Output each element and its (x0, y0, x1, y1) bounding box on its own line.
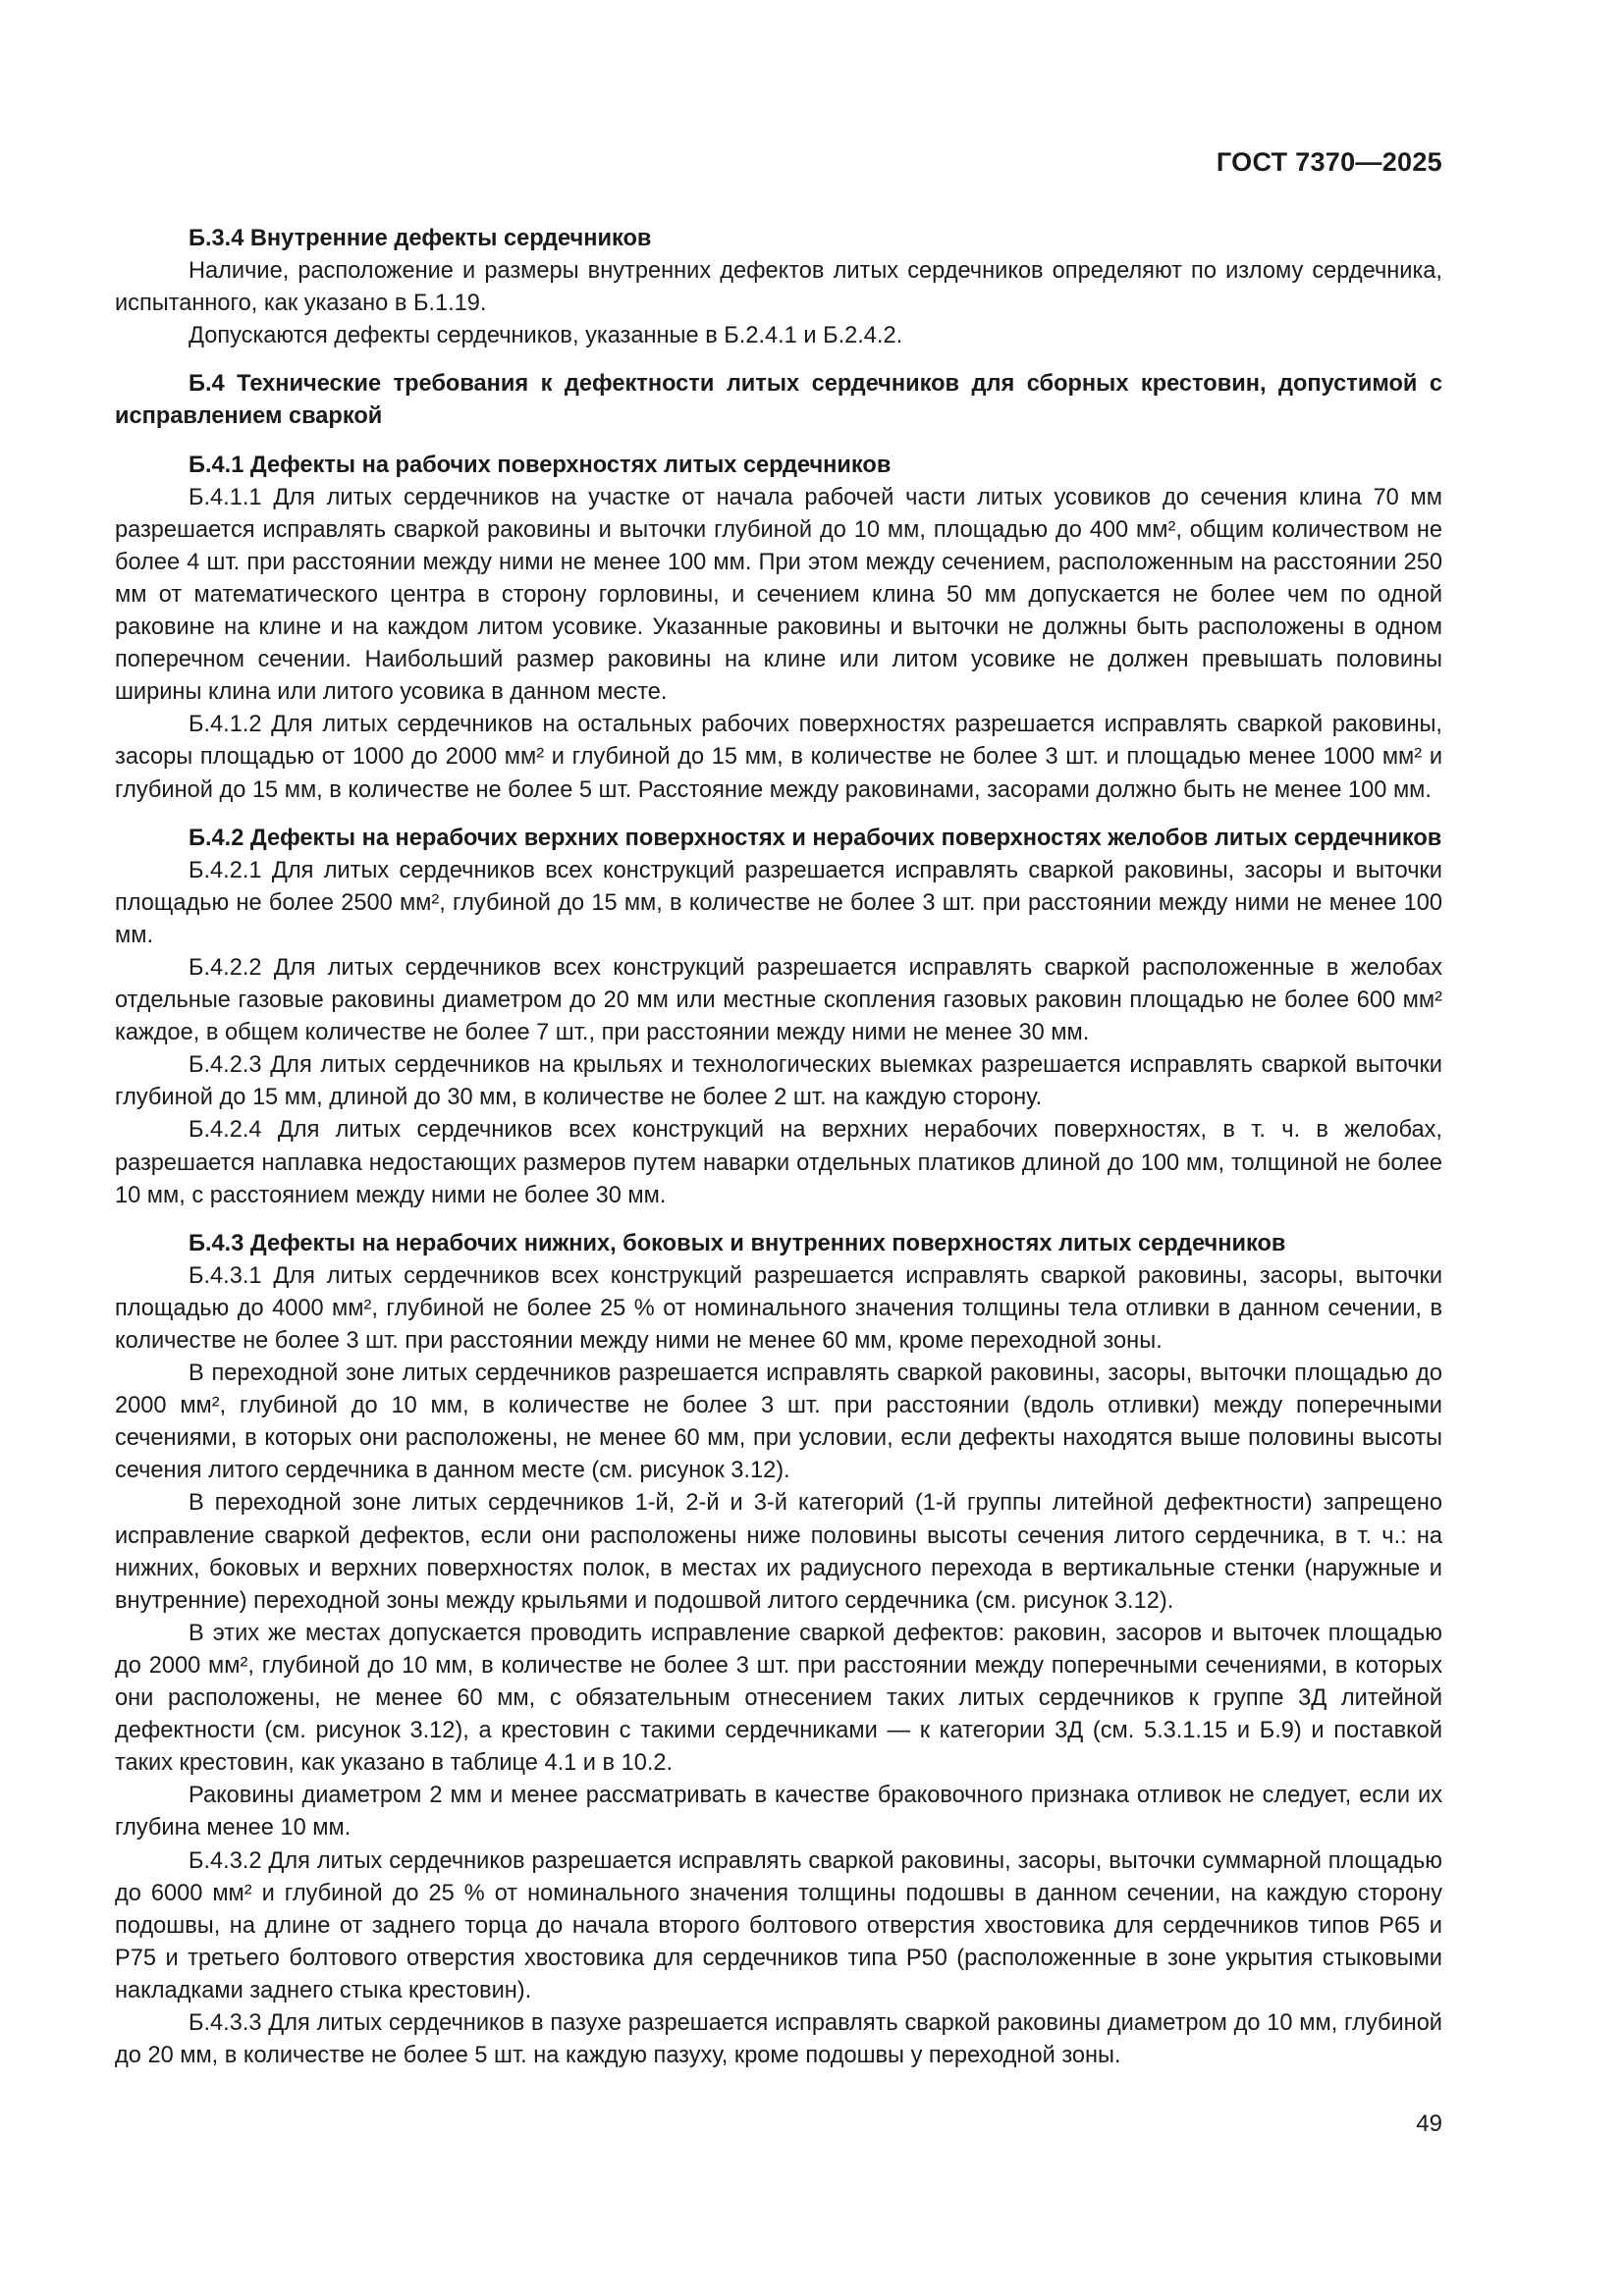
paragraph: Б.4.2.1 Для литых сердечников всех конструкций разрешается исправлять сваркой раковины, засоры и выточки площадью не более 2500 мм², глубиной до 15 мм, в количестве не более 3 шт. при расстоянии между ними не менее 100 мм. (115, 857, 1442, 948)
paragraph: Допускаются дефекты сердечников, указанные в Б.2.4.1 и Б.2.4.2. (189, 323, 903, 349)
paragraph: Б.4.1.1 Для литых сердечников на участке от начала рабочей части литых усовиков до сечения клина 70 мм разрешается исправлять сваркой раковины и выточки глубиной до 10 мм, площадью до 400 мм², общим количеством не более 4 шт. при расстоянии между ними не менее 100 мм. При этом между сечением, расположенным на расстоянии 250 мм от математического центра в сторону горловины, и сечением клина 50 мм допускается не более чем по одной раковине на клине и на каждом литом усовике. Указанные раковины и выточки не должны быть расположены в одном поперечном сечении. Наибольший размер раковины на клине или литом усовике не должен превышать половины ширины клина или литого усовика в данном месте. (115, 484, 1442, 706)
document-body (115, 223, 1442, 2072)
paragraph: Раковины диаметром 2 мм и менее рассматривать в качестве браковочного признака отливок не следует, если их глубина менее 10 мм. (115, 1783, 1442, 1842)
paragraph: Б.4.3.3 Для литых сердечников в пазухе разрешается исправлять сваркой раковины диаметром до 10 мм, глубиной до 20 мм, в количестве не более 5 шт. на каждую пазуху, кроме подошвы у переходной зоны. (115, 2009, 1442, 2069)
standard-code: ГОСТ 7370—2025 (1216, 147, 1442, 177)
paragraph: Наличие, расположение и размеры внутренних дефектов литых сердечников определяют по излому сердечника, испытанного, как указано в Б.1.19. (115, 258, 1442, 317)
section-heading-b4: Б.4 Технические требования к дефектности литых сердечников для сборных крестовин, допустимой с исправлением сваркой (115, 371, 1442, 430)
paragraph: Б.4.1.2 Для литых сердечников на остальных рабочих поверхностях разрешается исправлять сваркой раковины, засоры площадью от 1000 до 2000 мм² и глубиной до 15 мм, в количестве не более 3 шт. и площадью менее 1000 мм² и глубиной до 15 мм, в количестве не более 5 шт. Расстояние между раковинами, засорами должно быть не менее 100 мм. (115, 712, 1442, 803)
paragraph: Б.4.2.2 Для литых сердечников всех конструкций разрешается исправлять сваркой расположенные в желобах отдельные газовые раковины диаметром до 20 мм или местные скопления газовых раковин площадью не более 600 мм² каждое, в общем количестве не более 7 шт., при расстоянии между ними не менее 30 мм. (115, 954, 1442, 1046)
paragraph: Б.4.2.3 Для литых сердечников на крыльях и технологических выемках разрешается исправлять сваркой выточки глубиной до 15 мм, длиной до 30 мм, в количестве не более 2 шт. на каждую сторону. (115, 1052, 1442, 1111)
paragraph: В этих же местах допускается проводить исправление сваркой дефектов: раковин, засоров и выточек площадью до 2000 мм², глубиной до 10 мм, в количестве не более 3 шт. при расстоянии между поперечными сечениями, в которых они расположены, не менее 60 мм, с обязательным отнесением таких литых сердечников к группе 3Д литейной дефектности (см. рисунок 3.12), а крестовин с такими сердечниками — к категории 3Д (см. 5.3.1.15 и Б.9) и поставкой таких крестовин, как указано в таблице 4.1 и в 10.2. (115, 1620, 1442, 1777)
section-heading-b41: Б.4.1 Дефекты на рабочих поверхностях литых сердечников (189, 452, 892, 478)
paragraph: В переходной зоне литых сердечников разрешается исправлять сваркой раковины, засоры, выточки площадью до 2000 мм², глубиной до 10 мм, в количестве не более 3 шт. при расстоянии (вдоль отливки) между поперечными сечениями, в которых они расположены, не менее 60 мм, при условии, если дефекты находятся выше половины высоты сечения литого сердечника в данном месте (см. рисунок 3.12). (115, 1361, 1442, 1484)
section-heading-b34: Б.3.4 Внутренние дефекты сердечников (189, 226, 652, 251)
paragraph: Б.4.3.1 Для литых сердечников всех конструкций разрешается исправлять сваркой раковины, засоры, выточки площадью до 4000 мм², глубиной не более 25 % от номинального значения толщины тела отливки в данном сечении, в количестве не более 3 шт. при расстоянии между ними не менее 60 мм, кроме переходной зоны. (115, 1262, 1442, 1354)
section-heading-b43: Б.4.3 Дефекты на нерабочих нижних, боковых и внутренних поверхностях литых сердечников (189, 1230, 1286, 1256)
page-number: 49 (1416, 2110, 1442, 2137)
section-heading-b42: Б.4.2 Дефекты на нерабочих верхних поверхностях и нерабочих поверхностях желобов литых сердечников (189, 825, 1442, 851)
paragraph: Б.4.2.4 Для литых сердечников всех конструкций на верхних нерабочих поверхностях, в т. ч. в желобах, разрешается наплавка недостающих размеров путем наварки отдельных платиков длиной до 100 мм, толщиной не более 10 мм, с расстоянием между ними не более 30 мм. (115, 1117, 1442, 1208)
paragraph: Б.4.3.2 Для литых сердечников разрешается исправлять сваркой раковины, засоры, выточки суммарной площадью до 6000 мм² и глубиной до 25 % от номинального значения толщины подошвы в данном сечении, на каждую сторону подошвы, на длине от заднего торца до начала второго болтового отверстия хвостовика для сердечников типов Р65 и Р75 и третьего болтового отверстия хвостовика для сердечников типа Р50 (расположенные в зоне укрытия стыковыми накладками заднего стыка крестовин). (115, 1847, 1442, 2003)
paragraph: В переходной зоне литых сердечников 1-й, 2-й и 3-й категорий (1-й группы литейной дефектности) запрещено исправление сваркой дефектов, если они расположены ниже половины высоты сечения литого сердечника, в т. ч.: на нижних, боковых и верхних поверхностях полок, в местах их радиусного перехода в вертикальные стенки (наружные и внутренние) переходной зоны между крыльями и подошвой литого сердечника (см. рисунок 3.12). (115, 1490, 1442, 1614)
